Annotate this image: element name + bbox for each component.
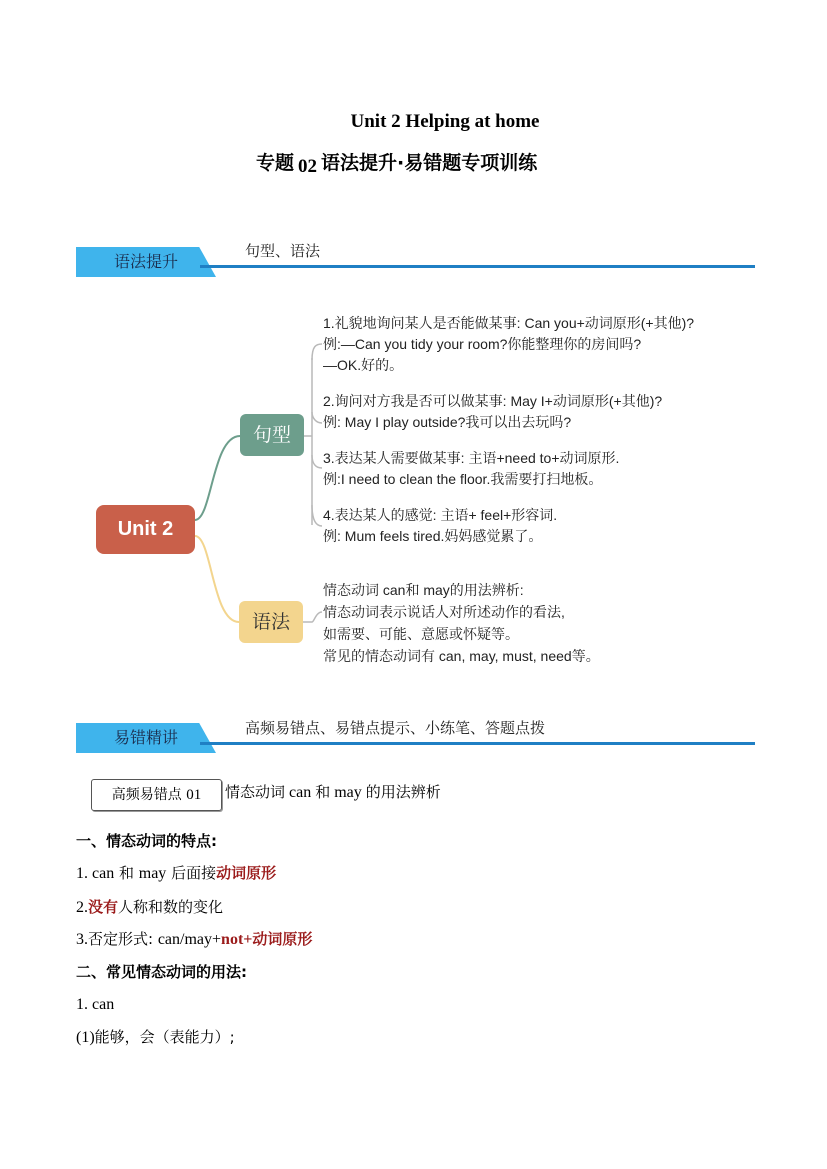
section2-tab-label: 易错精讲 [113, 728, 178, 747]
usage-line-can [76, 995, 114, 1014]
mindmap-branch-patterns: 句型 [240, 414, 304, 456]
feature2-rest: 人称和数的变化 [118, 898, 224, 916]
connector-pattern4 [312, 505, 322, 526]
pattern4-line1: 4.表达某人的感觉: 主语+ feel+形容词. [323, 507, 558, 523]
feature1-may: may [138, 865, 167, 882]
pattern2-line2: 例: May I play outside?我可以出去玩吗? [323, 414, 572, 430]
pattern3-line1: 3.表达某人需要做某事: 主语+need to+动词原形. [323, 450, 620, 466]
feature3-emphasis: 动词原形 [252, 930, 313, 948]
point-title-b: 和 [315, 783, 331, 801]
connector-pattern3 [312, 455, 322, 468]
pattern1-line3: —OK.好的。 [323, 357, 404, 373]
pattern2-block [323, 391, 662, 433]
point-title-may: may [334, 784, 362, 801]
pattern2-line1: 2.询问对方我是否可以做某事: May I+动词原形(+其他)? [323, 393, 663, 409]
feature3-num: 3. [76, 931, 88, 948]
usage-can: 1. can [76, 996, 115, 1013]
heading-usage: 二、常见情态动词的用法: [76, 963, 247, 981]
connector-pattern-spine [304, 358, 312, 525]
feature1-a: 和 [114, 864, 139, 882]
mindmap-branch-grammar: 语法 [239, 601, 303, 643]
topic-title-text: 语法提升·易错题专项训练 [321, 152, 538, 174]
point-title-c: 的用法辨析 [365, 783, 441, 801]
badge-prefix: 高频易错点 [111, 787, 182, 803]
feature-line-1 [76, 862, 276, 883]
feature1-num: 1. can [76, 865, 115, 882]
pattern4-block [323, 505, 557, 547]
feature-line-3 [76, 928, 312, 949]
feature1-b: 后面接 [166, 864, 217, 882]
usage-ability-text: 能够，会（表能力）; [94, 1028, 235, 1046]
feature3-not: not+ [221, 931, 253, 948]
usage-line-ability [76, 1026, 235, 1047]
section1-tab-label: 语法提升 [113, 252, 178, 271]
section1-subtitle: 句型、语法 [245, 242, 321, 260]
connector-root-grammar [195, 536, 239, 622]
topic-prefix: 专题 [256, 152, 295, 174]
feature2-num: 2. [76, 899, 88, 916]
mindmap-root-unit2: Unit 2 [96, 505, 195, 554]
pattern4-line2: 例: Mum feels tired.妈妈感觉累了。 [323, 528, 543, 544]
pattern3-block [323, 448, 619, 490]
section2-rule [200, 742, 755, 745]
connector-root-patterns [195, 436, 240, 520]
usage-ability-num: (1) [76, 1029, 95, 1046]
heading-features: 一、情态动词的特点: [76, 832, 217, 850]
feature3-en: can/may+ [157, 931, 222, 948]
grammar-line3: 如需要、可能、意愿或怀疑等。 [323, 626, 519, 642]
grammar-line1: 情态动词 can和 may的用法辨析: [323, 582, 524, 598]
section2-subtitle: 高频易错点、易错点提示、小练笔、答题点拨 [245, 719, 546, 737]
feature2-emphasis: 没有 [88, 898, 119, 916]
pattern1-line2: 例:—Can you tidy your room?你能整理你的房间吗? [323, 336, 642, 352]
unit-title: Unit 2 Helping at home [350, 111, 540, 132]
point-title [225, 781, 441, 802]
topic-number: 02 [298, 156, 318, 177]
connector-pattern2 [312, 412, 322, 423]
grammar-line4: 常见的情态动词有 can, may, must, need等。 [323, 648, 600, 664]
feature1-emphasis: 动词原形 [216, 864, 277, 882]
point-title-can: can [289, 784, 312, 801]
connector-grammar [303, 612, 322, 622]
grammar-line2: 情态动词表示说话人对所述动作的看法, [323, 604, 565, 620]
badge-number: 01 [186, 787, 202, 803]
feature3-a: 否定形式: [88, 930, 158, 948]
pattern1-block [323, 313, 694, 376]
pattern1-line1: 1.礼貌地询问某人是否能做某事: Can you+动词原形(+其他)? [323, 315, 695, 331]
pattern3-line2: 例:I need to clean the floor.我需要打扫地板。 [323, 471, 603, 487]
point-title-a: 情态动词 [225, 783, 286, 801]
connector-pattern1 [312, 344, 322, 360]
feature-line-2 [76, 896, 223, 917]
grammar-block [323, 579, 600, 667]
high-freq-point-badge [91, 779, 222, 811]
